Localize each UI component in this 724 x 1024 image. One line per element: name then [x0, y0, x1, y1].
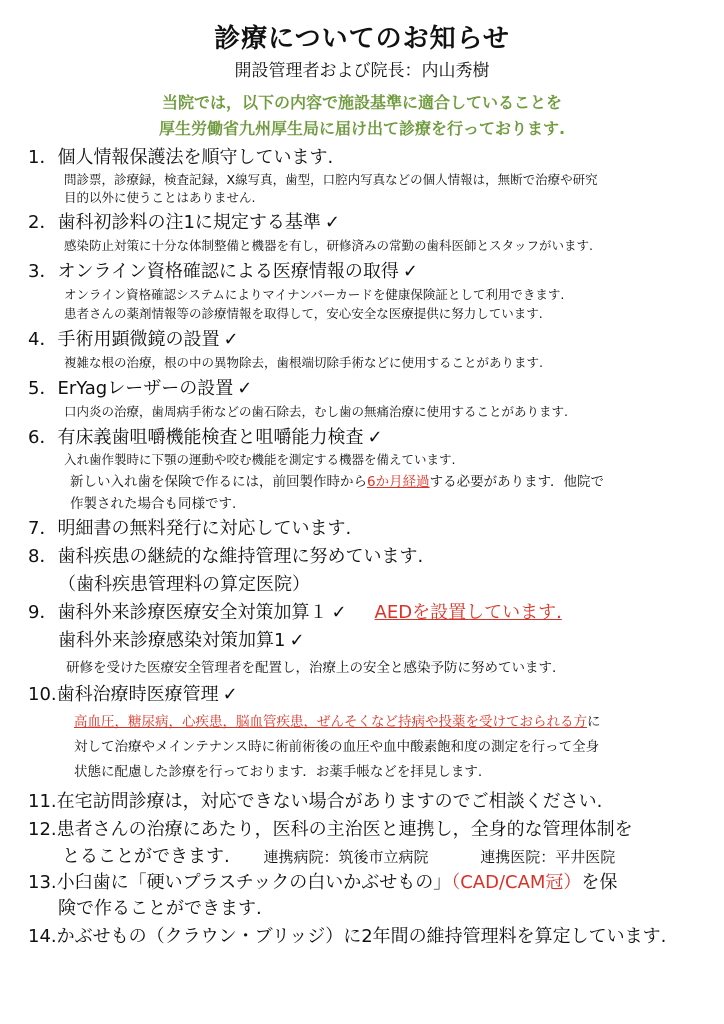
item-title: 歯科初診料の注1に規定する基準 [57, 212, 321, 233]
item-13-line-2: 険で作ることができます. [58, 898, 262, 919]
item-title: 明細書の無料発行に対応しています. [57, 518, 352, 539]
item-11 [28, 787, 602, 813]
notice-line-2: 厚生労働省九州厚生局に届け出て診療を行っております. [158, 119, 566, 138]
item-8 [28, 542, 423, 568]
item-title: 歯科外来診療医療安全対策加算１ [57, 602, 328, 623]
item-title: ErYagレーザーの設置 [57, 378, 234, 399]
item-3-desc-1: オンライン資格確認システムによりマイナンバーカードを健康保険証として利用できます. [64, 287, 565, 302]
item-13-title-a: 小臼歯に「硬いプラスチックの白いかぶせもの」 [56, 872, 452, 893]
item-title: 個人情報保護法を順守しています. [57, 147, 334, 168]
item-number: 11. [28, 791, 57, 812]
item-6-desc-2b: する必要があります．他院で [429, 474, 605, 490]
item-number: 13. [28, 872, 57, 893]
item-10-desc-1 [74, 710, 601, 730]
check-icon: ✓ [222, 684, 238, 705]
item-10-desc-2: 対して治療やメインテナンス時に術前術後の血圧や血中酸素飽和度の測定を行って全身 [74, 739, 600, 755]
item-number: 1． [28, 147, 58, 168]
partner-hospital: 連携病院：筑後市立病院 [263, 848, 429, 866]
item-5 [28, 374, 252, 400]
check-icon: ✓ [289, 630, 305, 651]
item-title: かぶせもの（クラウン・ブリッジ）に2年間の維持管理料を算定しています. [56, 926, 667, 947]
item-number: 2． [28, 212, 58, 233]
check-icon: ✓ [223, 329, 239, 350]
check-icon: ✓ [331, 602, 347, 623]
item-number: 3． [28, 261, 58, 282]
item-1-desc-2: 目的以外に使うことはありません. [64, 190, 256, 205]
item-title: 手術用顕微鏡の設置 [57, 329, 220, 350]
item-number: 7． [28, 518, 58, 539]
item-title: 有床義歯咀嚼機能検査と咀嚼能力検査 [57, 427, 364, 448]
item-12-line-2 [62, 842, 615, 868]
item-title: 歯科治療時医療管理 [56, 684, 219, 705]
cad-cam-highlight: （CAD/CAM冠） [451, 872, 582, 893]
partner-clinic: 連携医院：平井医院 [480, 848, 616, 866]
item-title: 患者さんの治療にあたり，医科の主治医と連携し，全身的な管理体制を [56, 819, 633, 840]
item-number: 8． [28, 546, 58, 567]
item-number: 12. [28, 819, 57, 840]
item-title: 歯科疾患の継続的な維持管理に努めています. [57, 546, 424, 567]
item-10 [28, 680, 238, 706]
item-7 [28, 514, 351, 540]
item-number: 14. [28, 926, 57, 947]
item-10-desc-1b: に [587, 714, 601, 730]
item-10-desc-3: 状態に配慮した診療を行っております．お薬手帳などを拝見します. [74, 764, 483, 780]
item-1 [28, 143, 333, 169]
check-icon: ✓ [367, 427, 383, 448]
item-12-line-2-text: とることができます. [62, 846, 230, 867]
check-icon: ✓ [324, 212, 340, 233]
item-title: オンライン資格確認による医療情報の取得 [57, 261, 399, 282]
item-number: 5． [28, 378, 58, 399]
item-number: 6． [28, 427, 58, 448]
item-4 [28, 325, 239, 351]
item-title: 在宅訪問診療は，対応できない場合がありますのでご相談ください. [56, 791, 603, 812]
item-6 [28, 423, 383, 449]
item-6-desc-1: 入れ歯作製時に下顎の運動や咬む機能を測定する機器を備えています. [64, 452, 456, 467]
item-14 [28, 922, 666, 948]
item-number: 10. [28, 684, 57, 705]
item-6-desc-2 [70, 470, 604, 490]
item-4-desc-1: 複雑な根の治療，根の中の異物除去，歯根端切除手術などに使用することがあります. [64, 355, 543, 370]
item-number: 4． [28, 329, 58, 350]
item-2 [28, 208, 340, 234]
notice-line-1: 当院では，以下の内容で施設基準に適合していることを [161, 93, 562, 112]
item-title: 歯科外来診療感染対策加算1 [58, 630, 286, 651]
chronic-disease-highlight: 高血圧，糖尿病，心疾患，脳血管疾患，ぜんそくなど持病や投薬を受けておられる方 [74, 714, 587, 730]
item-9-desc-1: 研修を受けた医療安全管理者を配置し，治療上の安全と感染予防に努めています. [66, 660, 557, 676]
check-icon: ✓ [402, 261, 419, 282]
item-6-desc-2a: 新しい入れ歯を保険で作るには，前回製作時から [70, 474, 367, 490]
page-subtitle: 開設管理者および院長：内山秀樹 [234, 61, 490, 81]
item-2-desc-1: 感染防止対策に十分な体制整備と機器を有し，研修済みの常勤の歯科医師とスタッフがいます. [64, 238, 593, 253]
page-title: 診療についてのお知らせ [214, 24, 510, 54]
item-9 [28, 598, 562, 624]
six-months-highlight: 6か月経過 [367, 474, 430, 490]
aed-notice: AEDを設置しています. [374, 602, 562, 623]
item-1-desc-1: 問診票，診療録，検査記録，X線写真，歯型，口腔内写真などの個人情報は，無断で治療や研究 [64, 172, 598, 187]
item-13-title-b: を保 [581, 872, 618, 893]
item-13 [28, 868, 617, 894]
item-9-title-2 [58, 626, 305, 652]
item-8-sub: （歯科疾患管理料の算定医院） [58, 574, 310, 595]
check-icon: ✓ [237, 378, 253, 399]
item-3 [28, 257, 418, 283]
item-3-desc-2: 患者さんの薬剤情報等の診療情報を取得して，安心安全な医療提供に努力しています. [64, 306, 543, 321]
item-12 [28, 815, 633, 841]
item-5-desc-1: 口内炎の治療，歯周病手術などの歯石除去，むし歯の無痛治療に使用することがあります. [64, 404, 568, 419]
item-number: 9． [28, 602, 58, 623]
item-6-desc-3: 作製された場合も同様です. [70, 496, 237, 512]
